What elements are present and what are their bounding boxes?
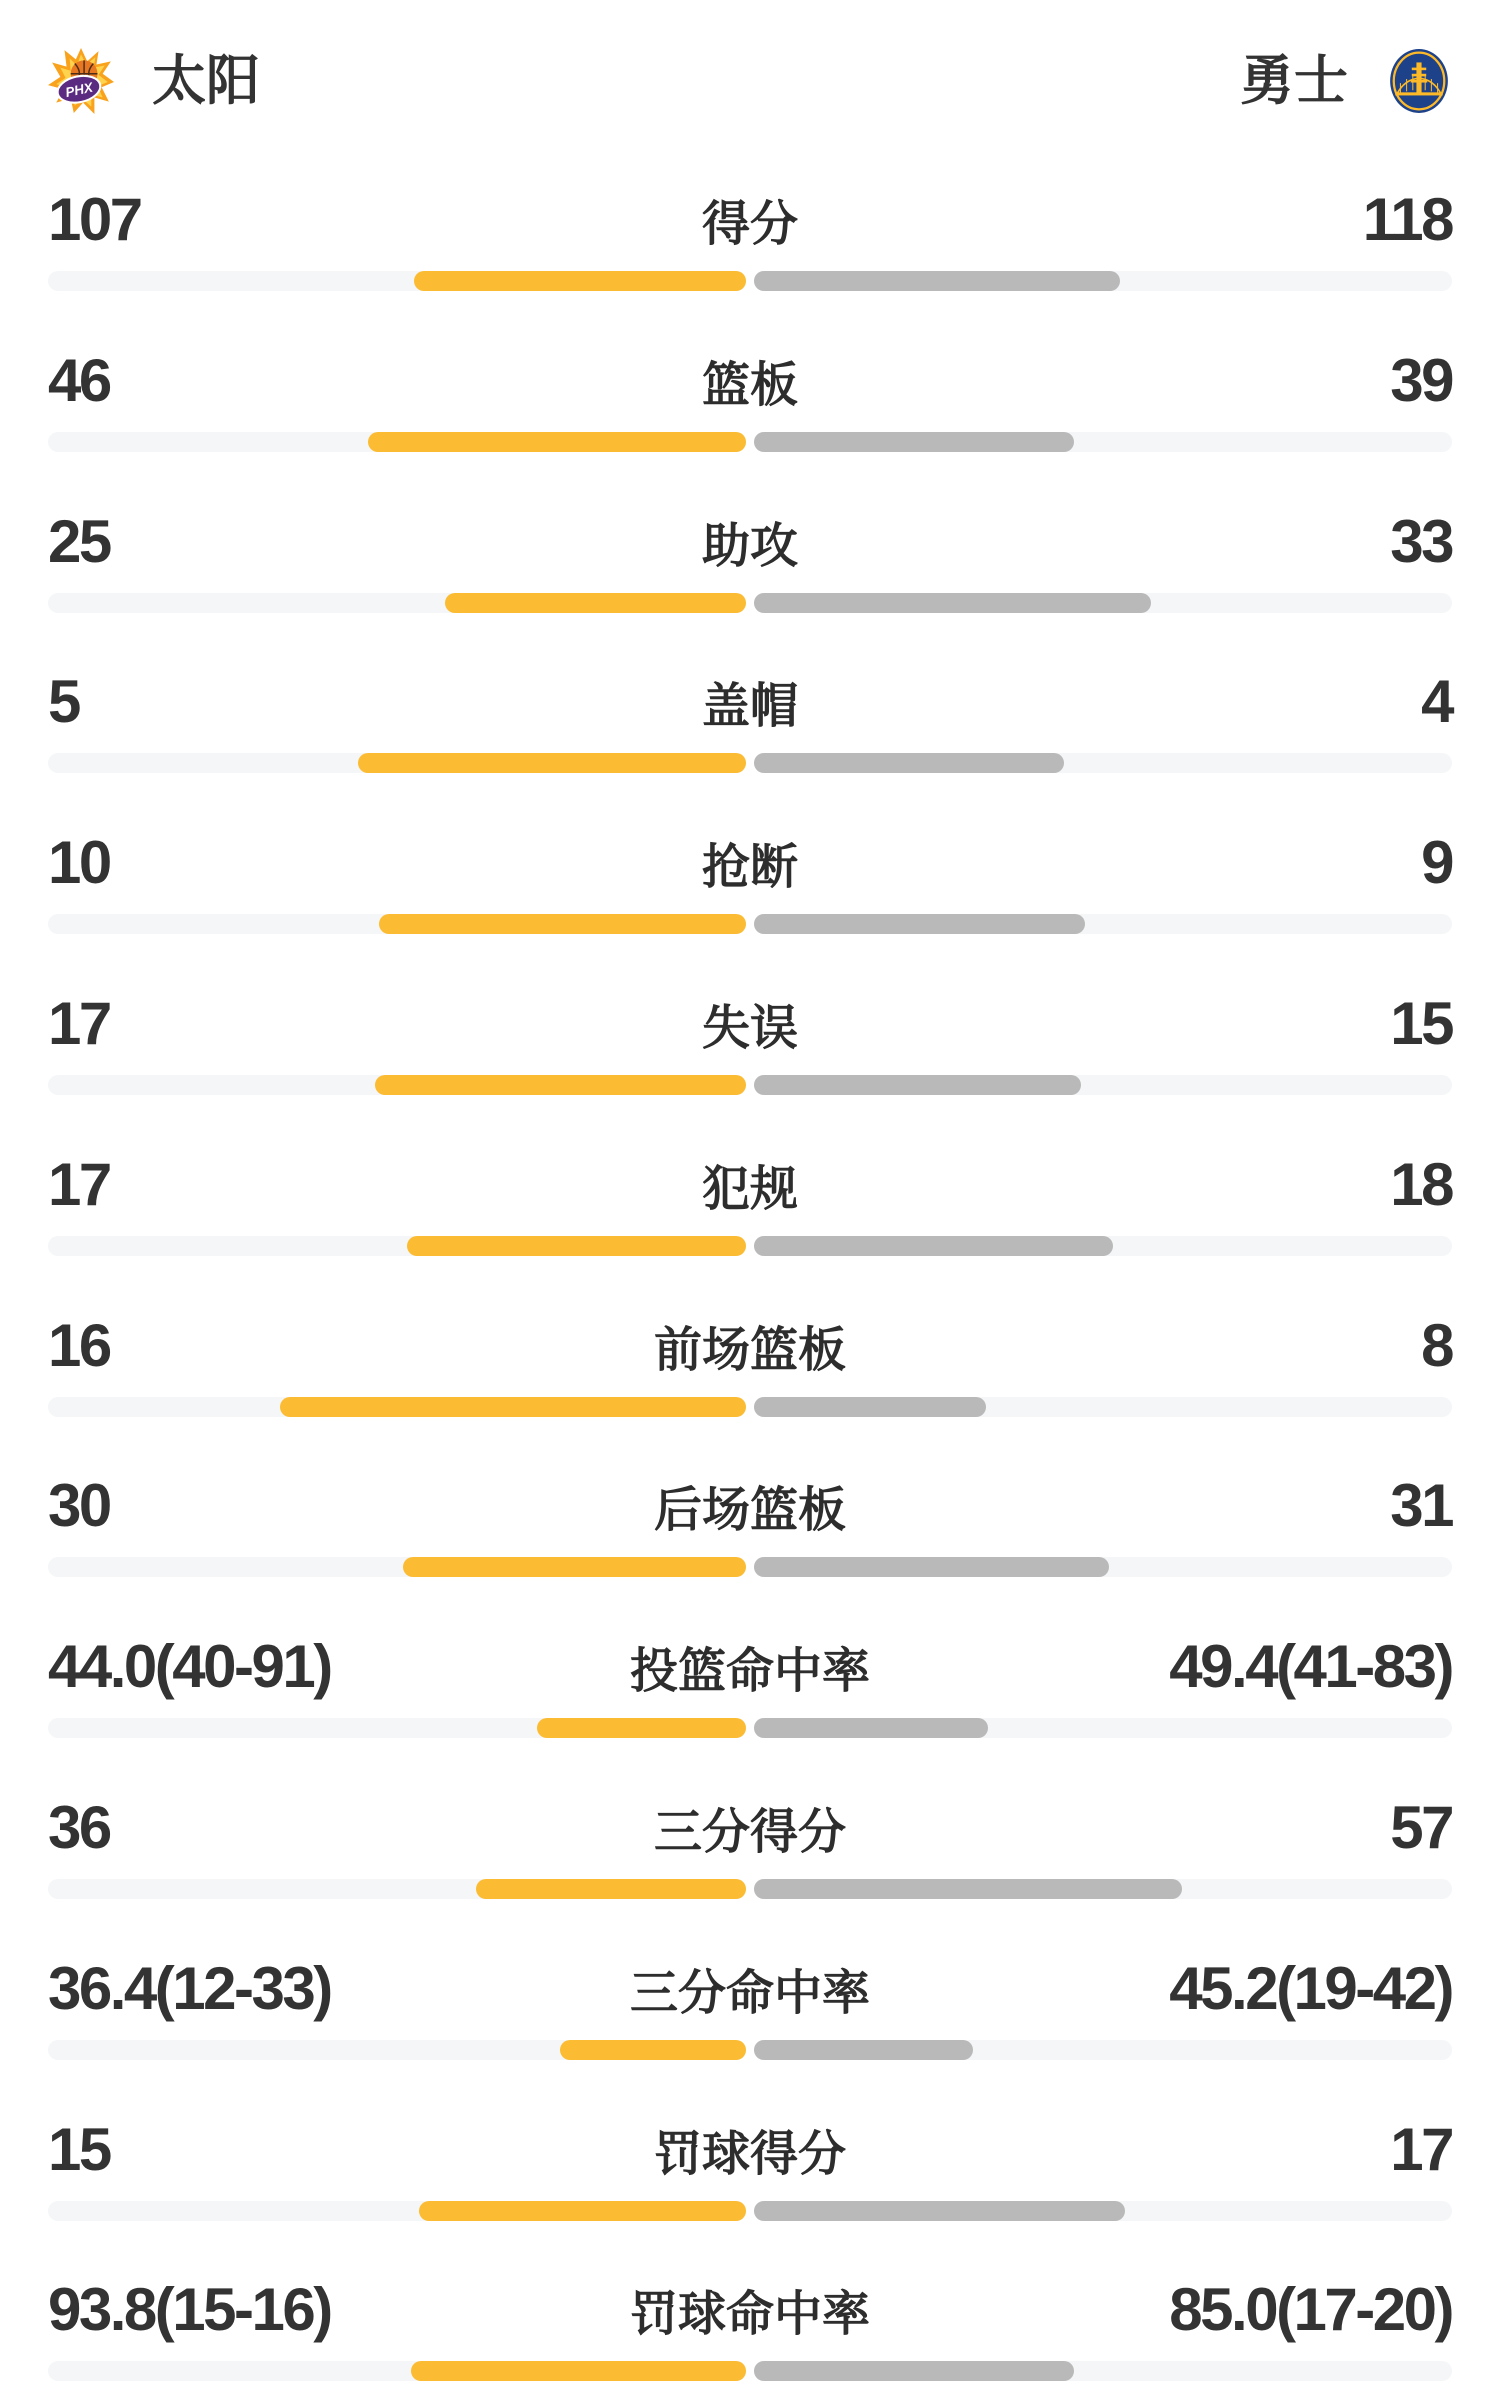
stat-row [48,622,1452,783]
home-bar-fill [368,432,746,452]
home-bar-fill [537,1718,746,1738]
away-bar-fill [754,593,1151,613]
stat-label: 前场篮板 [653,1323,846,1377]
stat-row [48,2230,1452,2391]
away-bar-fill [754,1397,986,1417]
stat-line [48,2115,1452,2185]
home-bar-track [48,914,746,934]
away-bar-fill [754,271,1120,291]
stat-line [48,1150,1452,1220]
away-bar-track [754,1557,1452,1577]
home-team-stat-value: 15 [48,2115,110,2183]
away-team-stat-value: 15 [1390,989,1452,1057]
stat-row [48,462,1452,623]
stat-label: 犯规 [701,1162,798,1216]
stat-line [48,2276,1452,2345]
away-bar-fill [754,2361,1074,2381]
away-team-stat-value: 9 [1421,829,1452,897]
stat-label: 投篮命中率 [629,1645,870,1699]
home-bar-fill [375,1075,746,1095]
stat-row [48,944,1452,1105]
away-team-name: 勇士 [1240,51,1348,111]
stat-row [48,1266,1452,1427]
away-bar-fill [754,2201,1125,2221]
away-bar-track [754,593,1452,613]
stat-bars [48,914,1452,934]
stat-bars [48,1879,1452,1899]
home-bar-track [48,2040,746,2060]
home-bar-fill [445,593,746,613]
warriors-logo-icon [1386,48,1452,114]
home-team-stat-value: 36 [48,1793,110,1861]
home-team-stat-value: 46 [48,346,110,414]
home-bar-track [48,432,746,452]
away-bar-track [754,1718,1452,1738]
home-bar-track [48,271,746,291]
stat-bars [48,1236,1452,1256]
away-bar-track [754,1075,1452,1095]
header [0,0,1500,116]
away-bar-fill [754,2040,973,2060]
stat-bars [48,1397,1452,1417]
stat-line [48,989,1452,1059]
stat-line [48,1954,1452,2024]
away-team-stat-value: 49.4(41-83) [1169,1633,1452,1701]
stat-label: 三分命中率 [629,1966,870,2020]
stat-row [48,2070,1452,2231]
home-bar-track [48,1397,746,1417]
away-bar-track [754,914,1452,934]
away-team-stat-value: 17 [1390,2115,1452,2183]
stat-bars [48,271,1452,291]
away-bar-track [754,753,1452,773]
stat-label: 盖帽 [701,680,798,734]
away-team-stat-value: 4 [1421,668,1452,736]
stat-row [48,1587,1452,1748]
home-bar-track [48,1075,746,1095]
home-bar-track [48,2361,746,2381]
stat-label: 罚球得分 [653,2127,846,2181]
home-bar-fill [407,1236,746,1256]
stat-label: 三分得分 [653,1805,846,1859]
away-bar-track [754,271,1452,291]
away-team-stat-value: 33 [1390,507,1452,575]
home-bar-fill [280,1397,746,1417]
away-team-stat-value: 57 [1390,1793,1452,1861]
away-bar-track [754,2201,1452,2221]
stat-line [48,1633,1452,1702]
home-bar-fill [419,2201,746,2221]
stat-bars [48,2040,1452,2060]
home-bar-fill [560,2040,746,2060]
home-team-stat-value: 5 [48,668,79,736]
home-team-stat-value: 44.0(40-91) [48,1633,331,1701]
home-team-stat-value: 30 [48,1472,110,1540]
home-team-stat-value: 17 [48,989,110,1057]
stat-bars [48,432,1452,452]
stat-label: 助攻 [701,519,798,573]
stat-bars [48,1557,1452,1577]
stat-line [48,507,1452,577]
stat-line [48,1793,1452,1863]
stat-bars [48,2201,1452,2221]
home-team-stat-value: 10 [48,829,110,897]
away-bar-track [754,1236,1452,1256]
home-bar-fill [403,1557,746,1577]
away-bar-track [754,1879,1452,1899]
stat-label: 失误 [701,1001,798,1055]
stat-bars [48,753,1452,773]
home-team-name: 太阳 [152,51,260,111]
home-team-stat-value: 17 [48,1150,110,1218]
stat-bars [48,2361,1452,2381]
away-team-header [1240,48,1452,114]
home-bar-track [48,753,746,773]
stat-label: 篮板 [701,358,798,412]
home-bar-track [48,1236,746,1256]
svg-text:PHX: PHX [64,79,95,101]
home-bar-fill [476,1879,746,1899]
away-bar-fill [754,1879,1182,1899]
away-team-stat-value: 85.0(17-20) [1169,2276,1452,2344]
home-bar-fill [358,753,746,773]
stat-row [48,1748,1452,1909]
stat-label: 抢断 [701,841,798,895]
home-team-stat-value: 36.4(12-33) [48,1954,331,2022]
stat-line [48,1472,1452,1541]
away-bar-fill [754,432,1074,452]
home-team-header [48,48,260,114]
away-team-stat-value: 39 [1390,346,1452,414]
home-team-stat-value: 93.8(15-16) [48,2276,331,2344]
away-team-stat-value: 118 [1362,186,1452,253]
away-bar-fill [754,1718,988,1738]
away-bar-track [754,432,1452,452]
away-bar-fill [754,1557,1109,1577]
home-bar-fill [379,914,746,934]
away-team-stat-value: 8 [1421,1311,1452,1379]
stat-line [48,1311,1452,1381]
away-team-stat-value: 45.2(19-42) [1169,1954,1452,2022]
home-team-stat-value: 16 [48,1311,110,1379]
home-bar-fill [414,271,746,291]
away-bar-fill [754,914,1085,934]
stat-line [48,668,1452,737]
away-bar-track [754,2040,1452,2060]
home-bar-track [48,1718,746,1738]
away-bar-track [754,1397,1452,1417]
away-bar-fill [754,1236,1113,1256]
stat-row [48,783,1452,944]
away-bar-fill [754,1075,1081,1095]
home-team-stat-value: 25 [48,507,110,575]
stat-row [48,1909,1452,2070]
home-bar-track [48,2201,746,2221]
stats-list [0,140,1500,2391]
home-bar-track [48,1557,746,1577]
home-bar-track [48,593,746,613]
stat-label: 罚球命中率 [629,2288,870,2342]
stat-label: 后场篮板 [653,1484,846,1538]
home-bar-fill [411,2361,746,2381]
stat-line [48,186,1452,255]
stat-bars [48,593,1452,613]
home-bar-track [48,1879,746,1899]
home-team-stat-value: 107 [48,186,141,253]
suns-logo-icon [48,48,114,114]
away-team-stat-value: 18 [1390,1150,1452,1218]
stat-line [48,346,1452,416]
away-bar-fill [754,753,1064,773]
stat-row [48,301,1452,462]
away-team-stat-value: 31 [1390,1472,1452,1540]
away-bar-track [754,2361,1452,2381]
stat-bars [48,1075,1452,1095]
stat-row [48,1105,1452,1266]
stat-row [48,140,1452,301]
stat-row [48,1426,1452,1587]
stat-line [48,829,1452,898]
stat-bars [48,1718,1452,1738]
stat-label: 得分 [701,198,798,251]
